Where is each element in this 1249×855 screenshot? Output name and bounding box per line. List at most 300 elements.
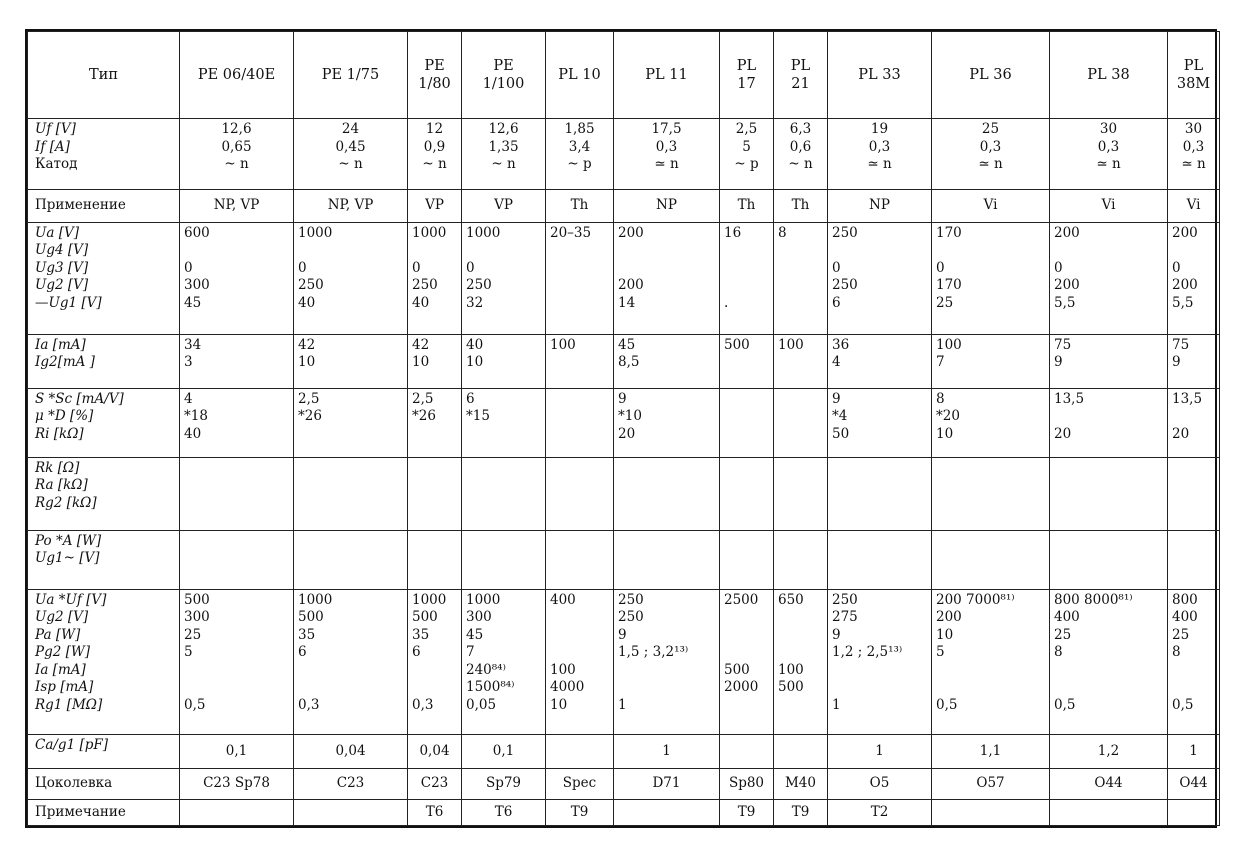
cell-value: 0,1 xyxy=(492,742,515,759)
cell-value xyxy=(1054,662,1163,680)
cell-capacitance-pl-10 xyxy=(546,735,614,769)
cell-value xyxy=(550,644,609,662)
cell-value xyxy=(412,460,457,478)
cell-value: 1,2 xyxy=(1097,742,1120,759)
cell-value: 0,6 xyxy=(789,138,812,155)
cell-value: 1000 xyxy=(298,224,333,241)
cell-value: ~ p xyxy=(734,156,759,172)
cell-limits-pl-36 xyxy=(932,589,1050,734)
cell-value xyxy=(550,426,609,444)
cell-value: 35 xyxy=(412,626,430,643)
cell-voltages-pl-17 xyxy=(720,222,774,334)
cell-voltages-pe-1-75 xyxy=(294,222,408,334)
cell-value xyxy=(550,260,609,278)
cell-value: 42 xyxy=(298,336,316,353)
cell-value xyxy=(550,277,609,295)
cell-value: 32 xyxy=(466,294,484,311)
cell-limits-pl-17 xyxy=(720,589,774,734)
parameter-label: Ig2[mA ] xyxy=(35,354,95,371)
cell-value xyxy=(1172,477,1215,495)
cell-value: 45 xyxy=(466,626,484,643)
cell-value xyxy=(298,495,403,513)
cell-note-pe-06-40e xyxy=(180,799,294,826)
column-header-pe-1-100: PE 1/100 xyxy=(462,32,546,119)
cell-note-pl-21 xyxy=(774,799,828,826)
cell-value: 200 xyxy=(618,224,644,241)
cell-value xyxy=(778,533,823,551)
cell-value xyxy=(1054,679,1163,697)
cell-capacitance-pl-36 xyxy=(932,735,1050,769)
cell-heater-pl-10 xyxy=(546,119,614,190)
cell-currents-pe-1-80 xyxy=(408,334,462,388)
cell-transconductance-pe-06-40e xyxy=(180,388,294,457)
column-header-pl-33: PL 33 xyxy=(828,32,932,119)
cell-value xyxy=(724,550,769,568)
cell-value: 45 xyxy=(618,336,636,353)
cell-value xyxy=(184,460,289,478)
cell-value xyxy=(724,743,769,761)
parameter-label: Примечание xyxy=(35,803,126,820)
table-row-currents xyxy=(28,334,1220,388)
cell-resistances-pe-1-100 xyxy=(462,457,546,530)
cell-value xyxy=(778,477,823,495)
parameter-label: Ri [kΩ] xyxy=(35,425,84,442)
row-label-resistances xyxy=(28,457,180,530)
cell-value: O44 xyxy=(1094,774,1123,791)
cell-value: 800 8000⁸¹⁾ xyxy=(1054,591,1133,608)
cell-value: 400 xyxy=(1172,609,1198,626)
cell-value xyxy=(832,460,927,478)
cell-value: 10 xyxy=(936,626,954,643)
cell-currents-pl-21 xyxy=(774,334,828,388)
cell-value: 35 xyxy=(298,626,316,643)
cell-value: 500 xyxy=(184,591,210,608)
cell-value xyxy=(936,460,1045,478)
cell-value: 170 xyxy=(936,277,962,294)
cell-voltages-pe-1-100 xyxy=(462,222,546,334)
cell-base-pl-33 xyxy=(828,768,932,799)
cell-value: 1 xyxy=(875,742,884,759)
cell-value: 10 xyxy=(466,354,484,371)
cell-value: T9 xyxy=(737,803,756,820)
parameter-label: Ia [mA] xyxy=(35,661,86,678)
cell-value: 17,5 xyxy=(651,121,682,137)
parameter-label: Rk [Ω] xyxy=(35,459,80,476)
cell-value: *26 xyxy=(298,408,322,425)
cell-value: 1,2 ; 2,5¹³⁾ xyxy=(832,644,903,661)
cell-value xyxy=(298,477,403,495)
cell-value: 30 xyxy=(1184,121,1203,137)
cell-value xyxy=(550,242,609,260)
cell-transconductance-pl-17 xyxy=(720,388,774,457)
cell-value: 250 xyxy=(832,277,858,294)
cell-value: 10 xyxy=(298,354,316,371)
cell-voltages-pl-10 xyxy=(546,222,614,334)
cell-value: 9 xyxy=(832,390,841,407)
cell-value: Vi xyxy=(1101,197,1116,214)
cell-value xyxy=(778,627,823,645)
column-header-pl-21: PL 21 xyxy=(774,32,828,119)
cell-value xyxy=(936,662,1045,680)
cell-value: 20 xyxy=(1054,425,1072,442)
cell-value: 100 xyxy=(778,661,804,678)
cell-value: 6 xyxy=(832,294,841,311)
cell-application-pe-1-80 xyxy=(408,190,462,223)
cell-value: Vi xyxy=(983,197,998,214)
cell-value xyxy=(1172,408,1215,426)
cell-heater-pl-17 xyxy=(720,119,774,190)
cell-transconductance-pl-10 xyxy=(546,388,614,457)
cell-value: ~ p xyxy=(567,156,592,172)
cell-value: *20 xyxy=(936,408,960,425)
row-label-note xyxy=(28,799,180,826)
cell-output-pe-1-75 xyxy=(294,530,408,589)
cell-resistances-pe-1-80 xyxy=(408,457,462,530)
cell-resistances-pl-21 xyxy=(774,457,828,530)
cell-limits-pl-11 xyxy=(614,589,720,734)
cell-value: 9 xyxy=(618,390,627,407)
cell-value xyxy=(466,477,541,495)
cell-value xyxy=(1172,495,1215,513)
cell-value: 1,85 xyxy=(564,121,595,137)
cell-value xyxy=(550,477,609,495)
cell-output-pl-10 xyxy=(546,530,614,589)
cell-value: 250 xyxy=(618,609,644,626)
cell-value xyxy=(936,550,1045,568)
cell-output-pl-11 xyxy=(614,530,720,589)
cell-resistances-pe-06-40e xyxy=(180,457,294,530)
cell-value: 300 xyxy=(184,609,210,626)
cell-value xyxy=(778,697,823,715)
cell-base-pl-11 xyxy=(614,768,720,799)
cell-value: 25 xyxy=(1172,626,1190,643)
cell-value: *15 xyxy=(466,408,490,425)
cell-value: 0,5 xyxy=(184,696,206,713)
table-row-limits xyxy=(28,589,1220,734)
cell-value: 800 xyxy=(1172,591,1198,608)
cell-value: *4 xyxy=(832,408,848,425)
cell-output-pl-21 xyxy=(774,530,828,589)
cell-value xyxy=(1054,804,1163,822)
cell-value xyxy=(832,495,927,513)
cell-value: 0 xyxy=(832,259,841,276)
column-header-pe-1-80: PE 1/80 xyxy=(408,32,462,119)
cell-heater-pe-06-40e xyxy=(180,119,294,190)
cell-value: 20–35 xyxy=(550,224,592,241)
cell-value xyxy=(550,408,609,426)
cell-value xyxy=(778,743,823,761)
table-row-voltages xyxy=(28,222,1220,334)
cell-application-pl-10 xyxy=(546,190,614,223)
cell-value: NP xyxy=(869,197,890,214)
cell-value xyxy=(778,495,823,513)
cell-value xyxy=(618,260,715,278)
cell-value: Th xyxy=(737,197,756,214)
cell-note-pl-33 xyxy=(828,799,932,826)
cell-value xyxy=(724,354,769,372)
cell-value: 1000 xyxy=(412,591,447,608)
cell-voltages-pl-21 xyxy=(774,222,828,334)
cell-value: 9 xyxy=(1172,354,1181,371)
cell-value: ≃ n xyxy=(978,156,1003,172)
cell-value: 200 xyxy=(618,277,644,294)
parameter-label: S *Sc [mA/V] xyxy=(35,390,124,407)
table-row-application xyxy=(28,190,1220,223)
cell-value xyxy=(936,533,1045,551)
cell-value xyxy=(724,627,769,645)
cell-value xyxy=(618,804,715,822)
row-label-application xyxy=(28,190,180,223)
cell-value: 250 xyxy=(832,591,858,608)
column-header-pl-38m: PL 38M xyxy=(1168,32,1220,119)
cell-value xyxy=(778,391,823,409)
cell-heater-pe-1-100 xyxy=(462,119,546,190)
cell-value: 400 xyxy=(1054,609,1080,626)
cell-value: 200 xyxy=(936,609,962,626)
cell-value: 8 xyxy=(1054,644,1063,661)
cell-value xyxy=(298,242,403,260)
cell-value: 4 xyxy=(184,390,193,407)
cell-value xyxy=(466,460,541,478)
cell-value xyxy=(778,260,823,278)
cell-value: 100 xyxy=(936,336,962,353)
cell-base-pe-1-75 xyxy=(294,768,408,799)
cell-value: 12,6 xyxy=(221,121,252,137)
cell-value xyxy=(618,550,715,568)
cell-value xyxy=(936,495,1045,513)
parameter-label: Ra [kΩ] xyxy=(35,477,88,494)
cell-note-pl-17 xyxy=(720,799,774,826)
cell-value xyxy=(184,477,289,495)
cell-value xyxy=(936,242,1045,260)
cell-value xyxy=(550,743,609,761)
cell-application-pe-1-75 xyxy=(294,190,408,223)
parameter-label: Применение xyxy=(35,197,126,214)
cell-value xyxy=(724,533,769,551)
cell-value xyxy=(184,679,289,697)
cell-value: 5 xyxy=(936,644,945,661)
cell-value xyxy=(184,550,289,568)
cell-value: Spec xyxy=(562,774,597,791)
table-body xyxy=(28,119,1220,826)
cell-currents-pl-36 xyxy=(932,334,1050,388)
cell-value xyxy=(550,533,609,551)
cell-value: 34 xyxy=(184,336,202,353)
cell-value: 9 xyxy=(1054,354,1063,371)
cell-value: 1,1 xyxy=(979,742,1002,759)
cell-value: 200 7000⁸¹⁾ xyxy=(936,591,1015,608)
cell-value: 0 xyxy=(1172,259,1181,276)
cell-value xyxy=(184,242,289,260)
cell-value xyxy=(832,533,927,551)
cell-transconductance-pe-1-75 xyxy=(294,388,408,457)
cell-capacitance-pl-38m xyxy=(1168,735,1220,769)
cell-value: 0,5 xyxy=(1172,696,1194,713)
cell-value: 0,5 xyxy=(1054,696,1076,713)
cell-value: 16 xyxy=(724,224,742,241)
cell-value xyxy=(618,679,715,697)
cell-limits-pe-1-80 xyxy=(408,589,462,734)
cell-value: 400 xyxy=(550,591,576,608)
cell-voltages-pl-11 xyxy=(614,222,720,334)
cell-value: 0,65 xyxy=(221,138,252,155)
cell-heater-pl-21 xyxy=(774,119,828,190)
cell-capacitance-pl-17 xyxy=(720,735,774,769)
cell-base-pe-1-100 xyxy=(462,768,546,799)
cell-currents-pl-10 xyxy=(546,334,614,388)
cell-value xyxy=(936,477,1045,495)
cell-value: 1 xyxy=(832,696,841,713)
cell-resistances-pl-38 xyxy=(1050,457,1168,530)
parameter-label: Rg2 [kΩ] xyxy=(35,494,97,511)
table-row-base xyxy=(28,768,1220,799)
cell-currents-pl-38m xyxy=(1168,334,1220,388)
cell-value xyxy=(778,277,823,295)
cell-value: ~ n xyxy=(491,156,516,172)
cell-value xyxy=(412,242,457,260)
cell-value: 0,45 xyxy=(335,138,366,155)
cell-base-pl-36 xyxy=(932,768,1050,799)
cell-value xyxy=(778,550,823,568)
cell-value: 6 xyxy=(466,390,475,407)
cell-value xyxy=(412,477,457,495)
cell-value xyxy=(1054,408,1163,426)
cell-value: C23 xyxy=(336,774,365,791)
cell-value xyxy=(778,354,823,372)
cell-value xyxy=(724,495,769,513)
cell-output-pl-17 xyxy=(720,530,774,589)
cell-value: 5,5 xyxy=(1054,294,1076,311)
cell-resistances-pl-38m xyxy=(1168,457,1220,530)
cell-value xyxy=(466,495,541,513)
cell-value xyxy=(298,550,403,568)
cell-value: 0 xyxy=(298,259,307,276)
cell-value: 5,5 xyxy=(1172,294,1194,311)
cell-heater-pl-11 xyxy=(614,119,720,190)
cell-capacitance-pe-1-75 xyxy=(294,735,408,769)
cell-value: 500 xyxy=(724,336,750,353)
cell-value: 9 xyxy=(832,626,841,643)
cell-value: T6 xyxy=(494,803,513,820)
cell-value xyxy=(184,662,289,680)
cell-value xyxy=(724,408,769,426)
cell-capacitance-pe-1-100 xyxy=(462,735,546,769)
cell-output-pe-1-80 xyxy=(408,530,462,589)
column-header-pl-36: PL 36 xyxy=(932,32,1050,119)
cell-value: 100 xyxy=(550,336,576,353)
cell-value xyxy=(412,495,457,513)
cell-capacitance-pe-06-40e xyxy=(180,735,294,769)
cell-value: 500 xyxy=(778,679,804,696)
cell-value: 0,3 xyxy=(1097,138,1120,155)
cell-value: *18 xyxy=(184,408,208,425)
cell-value xyxy=(724,277,769,295)
cell-note-pl-36 xyxy=(932,799,1050,826)
column-header-pe-1-75: PE 1/75 xyxy=(294,32,408,119)
row-label-currents xyxy=(28,334,180,388)
cell-value: 8 xyxy=(1172,644,1181,661)
cell-note-pl-10 xyxy=(546,799,614,826)
row-label-output xyxy=(28,530,180,589)
cell-value xyxy=(1172,242,1215,260)
cell-value: 0 xyxy=(936,259,945,276)
cell-value xyxy=(618,242,715,260)
cell-value xyxy=(298,679,403,697)
cell-value xyxy=(832,550,927,568)
cell-limits-pl-21 xyxy=(774,589,828,734)
cell-value: 2500 xyxy=(724,591,759,608)
cell-value: 0,05 xyxy=(466,696,497,713)
cell-application-pl-38m xyxy=(1168,190,1220,223)
table-row-capacitance xyxy=(28,735,1220,769)
cell-transconductance-pl-33 xyxy=(828,388,932,457)
cell-value: 12,6 xyxy=(488,121,519,137)
cell-value: 100 xyxy=(550,661,576,678)
cell-limits-pe-1-100 xyxy=(462,589,546,734)
cell-limits-pl-38m xyxy=(1168,589,1220,734)
cell-value: 2,5 xyxy=(735,121,758,137)
cell-value: 40 xyxy=(466,336,484,353)
cell-value xyxy=(550,550,609,568)
cell-value: T2 xyxy=(870,803,889,820)
cell-value: 200 xyxy=(1054,224,1080,241)
cell-value: Th xyxy=(791,197,810,214)
cell-value: 20 xyxy=(1172,425,1190,442)
cell-value xyxy=(724,609,769,627)
cell-note-pl-38m xyxy=(1168,799,1220,826)
cell-value: 0,9 xyxy=(423,138,446,155)
cell-value xyxy=(724,391,769,409)
cell-value: 13,5 xyxy=(1054,390,1085,407)
cell-value: 0,3 xyxy=(655,138,678,155)
cell-value: 0 xyxy=(1054,259,1063,276)
cell-value: 2,5 xyxy=(298,390,320,407)
cell-voltages-pl-36 xyxy=(932,222,1050,334)
cell-base-pe-1-80 xyxy=(408,768,462,799)
parameter-label: Ug1~ [V] xyxy=(35,550,100,567)
cell-value: 275 xyxy=(832,609,858,626)
cell-heater-pl-33 xyxy=(828,119,932,190)
cell-value: 10 xyxy=(550,696,568,713)
cell-output-pe-1-100 xyxy=(462,530,546,589)
cell-value: NP, VP xyxy=(213,197,260,214)
cell-value xyxy=(184,495,289,513)
cell-heater-pl-38m xyxy=(1168,119,1220,190)
cell-value: 42 xyxy=(412,336,430,353)
cell-currents-pl-11 xyxy=(614,334,720,388)
cell-value: 12 xyxy=(425,121,444,137)
cell-value: 19 xyxy=(870,121,889,137)
cell-value: ≃ n xyxy=(1096,156,1121,172)
cell-value: 0,04 xyxy=(419,742,450,759)
cell-transconductance-pe-1-80 xyxy=(408,388,462,457)
column-header-pl-11: PL 11 xyxy=(614,32,720,119)
cell-value: 170 xyxy=(936,224,962,241)
cell-value: 240⁸⁴⁾ xyxy=(466,661,506,678)
cell-value: 500 xyxy=(724,661,750,678)
cell-voltages-pl-33 xyxy=(828,222,932,334)
row-label-base xyxy=(28,768,180,799)
cell-value xyxy=(1054,550,1163,568)
row-label-heater xyxy=(28,119,180,190)
cell-value: C23 xyxy=(420,774,449,791)
row-label-limits xyxy=(28,589,180,734)
parameter-label: μ *D [%] xyxy=(35,408,94,425)
cell-value xyxy=(298,426,403,444)
cell-value: 0 xyxy=(466,259,475,276)
cell-output-pl-38 xyxy=(1050,530,1168,589)
cell-value xyxy=(1172,662,1215,680)
